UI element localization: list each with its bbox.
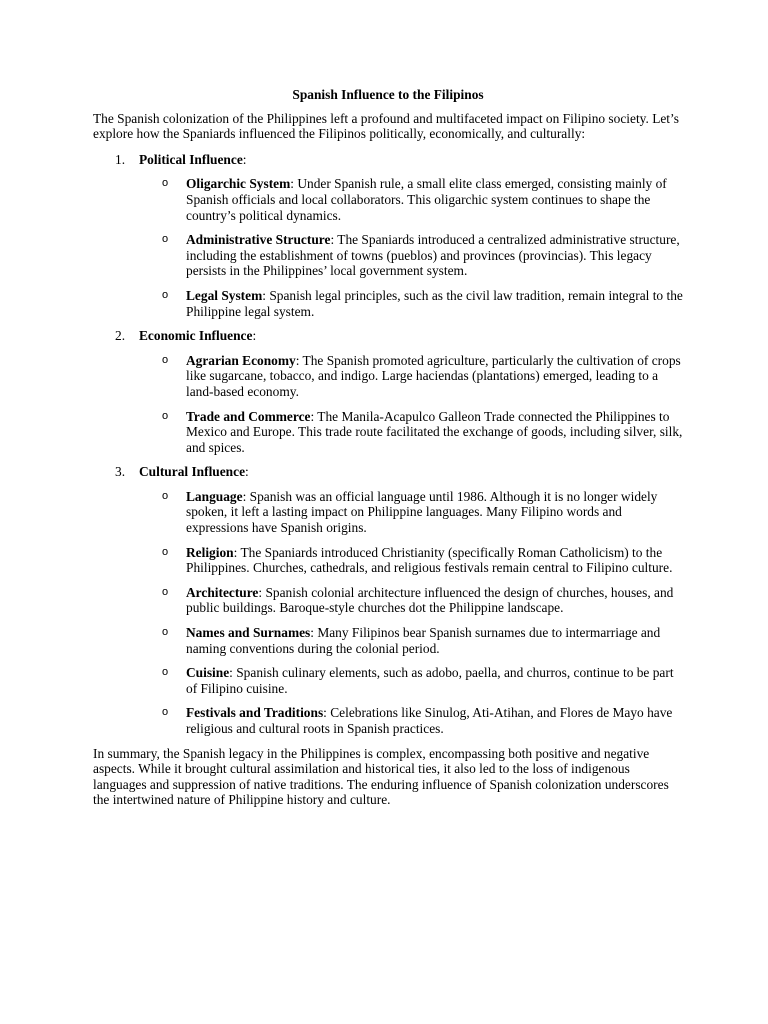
bullet-marker: o [162,409,169,422]
bullet-item [93,625,683,656]
bullet-marker: o [162,288,169,301]
bullet-title: Legal System [186,287,263,303]
section-heading-text: Cultural Influence [139,464,246,480]
bullet-list [93,353,683,456]
section-number: 1. [115,151,126,167]
bullet-marker: o [162,666,169,679]
bullet-text: : Under Spanish rule, a small elite class emerged, consisting mainly of Spanish officials and local collaborators. This oligarchic system continues to shape the country’s political dynamics. [186,176,667,223]
section-heading-suffix: : [252,328,257,344]
bullet-marker: o [162,177,169,190]
bullet-title: Religion [186,544,234,560]
bullet-title: Cuisine [186,665,230,681]
bullet-item [93,353,683,400]
section-heading [93,328,683,344]
intro-paragraph: The Spanish colonization of the Philippines left a profound and multifaceted impact on Filipino society. Let’s explore how the Spaniards influenced the Filipinos politically, economically, and culturally: [93,110,679,142]
bullet-item [93,545,683,576]
section-heading [93,464,683,480]
bullet-title: Architecture [186,584,259,600]
section-number: 3. [115,464,126,480]
bullet-item [93,585,683,616]
section [93,464,683,736]
bullet-title: Names and Surnames [186,625,311,641]
summary-paragraph: In summary, the Spanish legacy in the Philippines is complex, encompassing both positive and negative aspects. While it brought cultural assimilation and historical ties, it also led to the loss of indigenous languages and suppression of native traditions. The enduring influence of Spanish colonization underscores the intertwined nature of Philippine history and culture. [93,745,669,808]
bullet-list [93,489,683,737]
bullet-marker: o [162,353,169,366]
bullet-title: Language [186,488,243,504]
bullet-marker: o [162,489,169,502]
document-page [93,87,683,808]
bullet-item [93,665,683,696]
bullet-marker: o [162,233,169,246]
sections-list [93,152,683,737]
bullet-title: Trade and Commerce [186,408,311,424]
section [93,328,683,455]
bullet-text: : Spanish legal principles, such as the civil law tradition, remain integral to the Philippine legal system. [186,287,683,319]
bullet-marker: o [162,585,169,598]
bullet-title: Oligarchic System [186,176,291,192]
bullet-title: Festivals and Traditions [186,705,324,721]
bullet-list [93,176,683,319]
bullet-title: Administrative Structure [186,232,331,248]
bullet-text: : The Spaniards introduced a centralized administrative structure, including the establishment of towns (pueblos) and provinces (provincias). This legacy persists in the Philippines’ local government system. [186,232,680,279]
bullet-text: : The Spanish promoted agriculture, particularly the cultivation of crops like sugarcane, tobacco, and indigo. Large haciendas (plantations) emerged, leading to a land-based economy. [186,352,681,399]
section-heading-text: Political Influence [139,151,243,167]
bullet-text: : Spanish colonial architecture influenced the design of churches, houses, and public buildings. Baroque-style churches dot the Philippine landscape. [186,584,674,616]
section-heading-suffix: : [242,151,247,167]
bullet-marker: o [162,706,169,719]
bullet-marker: o [162,626,169,639]
section-heading-text: Economic Influence [139,328,253,344]
section-heading [93,152,683,168]
bullet-text: : Celebrations like Sinulog, Ati-Atihan, and Flores de Mayo have religious and cultural roots in Spanish practices. [186,705,673,736]
bullet-item [93,705,683,736]
bullet-item [93,409,683,456]
bullet-text: : The Manila-Acapulco Galleon Trade connected the Philippines to Mexico and Europe. This trade route facilitated the exchange of goods, including silver, silk, and spices. [186,408,683,455]
bullet-text: : Many Filipinos bear Spanish surnames due to intermarriage and naming conventions during the colonial period. [186,625,661,656]
section-heading-suffix: : [245,464,249,480]
bullet-text: : The Spaniards introduced Christianity (specifically Roman Catholicism) to the Philippines. Churches, cathedrals, and religious festivals remain central to Filipino culture. [186,544,673,576]
bullet-item [93,176,683,223]
section-number: 2. [115,328,126,344]
document-title: Spanish Influence to the Filipinos [292,87,484,102]
bullet-text: : Spanish was an official language until 1986. Although it is no longer widely spoken, it left a lasting impact on Philippine languages. Many Filipino words and expressions have Spanish origins. [186,488,658,536]
bullet-item [93,489,683,536]
bullet-marker: o [162,545,169,558]
bullet-title: Agrarian Economy [186,352,296,368]
bullet-item [93,232,683,279]
bullet-text: : Spanish culinary elements, such as adobo, paella, and churros, continue to be part of Filipino cuisine. [186,665,674,696]
bullet-item [93,288,683,319]
section [93,152,683,319]
